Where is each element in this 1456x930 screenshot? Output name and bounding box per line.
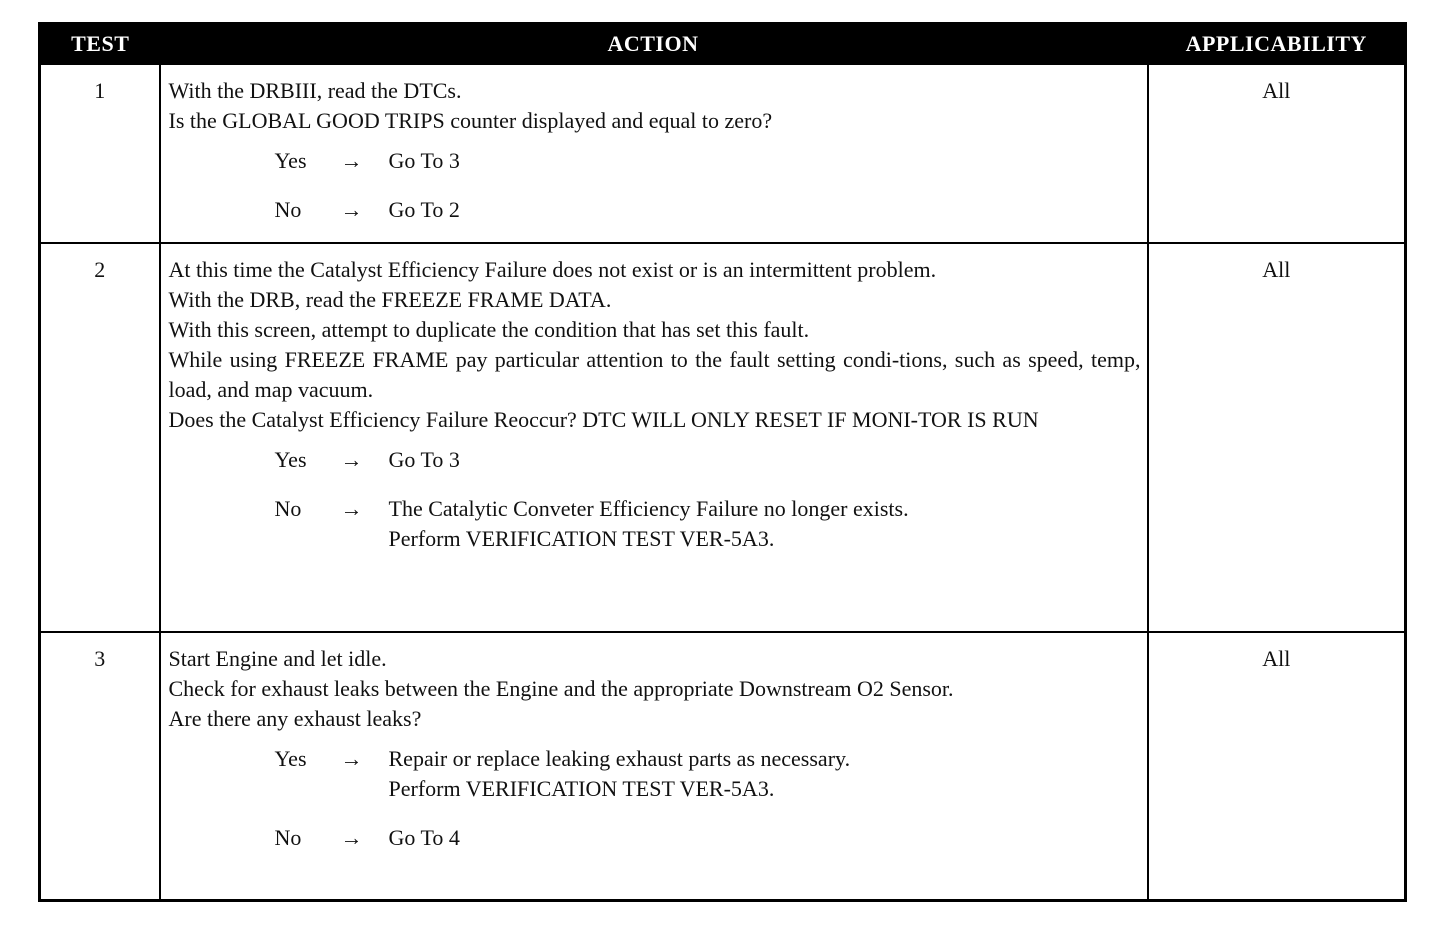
arrow-icon: → <box>340 825 363 850</box>
choice-no <box>275 494 1141 554</box>
result-line: Go To 3 <box>388 447 460 472</box>
result-text <box>389 823 1141 853</box>
table-row <box>40 243 1406 632</box>
answer-label: No <box>274 496 302 521</box>
table-row <box>40 632 1406 900</box>
test-number: 3 <box>40 632 160 900</box>
choice-list <box>275 146 1141 225</box>
choice-yes <box>275 744 1141 804</box>
test-number: 2 <box>40 243 160 632</box>
result-line: Go To 4 <box>388 825 460 850</box>
choice-yes <box>275 146 1141 176</box>
diagnostic-test-table <box>38 22 1407 902</box>
answer-label: Yes <box>274 447 307 472</box>
choice-list <box>275 445 1141 554</box>
action-cell <box>160 243 1148 632</box>
header-test: TEST <box>40 24 160 65</box>
arrow-icon: → <box>340 148 363 173</box>
answer-label: No <box>274 825 302 850</box>
result-text <box>389 146 1141 176</box>
action-line: With the DRB, read the FREEZE FRAME DATA. <box>168 287 612 312</box>
arrow-icon: → <box>340 447 363 472</box>
action-line: Check for exhaust leaks between the Engine and the appropriate Downstream O2 Sensor. <box>168 676 954 701</box>
answer-label: Yes <box>274 148 307 173</box>
arrow-icon: → <box>340 746 363 771</box>
applicability-value: All <box>1148 243 1406 632</box>
applicability-value: All <box>1148 632 1406 900</box>
action-line: At this time the Catalyst Efficiency Failure does not exist or is an intermittent problem. <box>168 257 937 282</box>
action-cell <box>160 632 1148 900</box>
result-line: Perform VERIFICATION TEST VER-5A3. <box>388 526 775 551</box>
arrow-icon: → <box>340 496 363 521</box>
action-line: Is the GLOBAL GOOD TRIPS counter displayed and equal to zero? <box>168 108 773 133</box>
table-header-row <box>40 24 1406 65</box>
result-text <box>389 494 1141 554</box>
action-cell <box>160 64 1148 243</box>
result-line: Go To 2 <box>388 197 460 222</box>
applicability-value: All <box>1148 64 1406 243</box>
answer-label: Yes <box>274 746 307 771</box>
test-number: 1 <box>40 64 160 243</box>
choice-list <box>275 744 1141 853</box>
result-text <box>389 195 1141 225</box>
result-text <box>389 744 1141 804</box>
header-applicability: APPLICABILITY <box>1148 24 1406 65</box>
choice-no <box>275 195 1141 225</box>
action-line: With the DRBIII, read the DTCs. <box>168 78 462 103</box>
result-line: Go To 3 <box>388 148 460 173</box>
result-line: Perform VERIFICATION TEST VER-5A3. <box>388 776 775 801</box>
action-line: Does the Catalyst Efficiency Failure Reoccur? DTC WILL ONLY RESET IF MONI-TOR IS RUN <box>168 407 1039 432</box>
choice-yes <box>275 445 1141 475</box>
arrow-icon: → <box>340 197 363 222</box>
table-row <box>40 64 1406 243</box>
action-line: With this screen, attempt to duplicate the condition that has set this fault. <box>168 317 810 342</box>
action-line: While using FREEZE FRAME pay particular attention to the fault setting condi-tions, such as speed, temp, load, and map vacuum. <box>168 347 1141 402</box>
answer-label: No <box>274 197 302 222</box>
result-line: The Catalytic Conveter Efficiency Failure no longer exists. <box>388 496 909 521</box>
action-line: Start Engine and let idle. <box>168 646 387 671</box>
choice-no <box>275 823 1141 853</box>
header-action: ACTION <box>160 24 1148 65</box>
action-line: Are there any exhaust leaks? <box>168 706 422 731</box>
result-line: Repair or replace leaking exhaust parts as necessary. <box>388 746 851 771</box>
result-text <box>389 445 1141 475</box>
